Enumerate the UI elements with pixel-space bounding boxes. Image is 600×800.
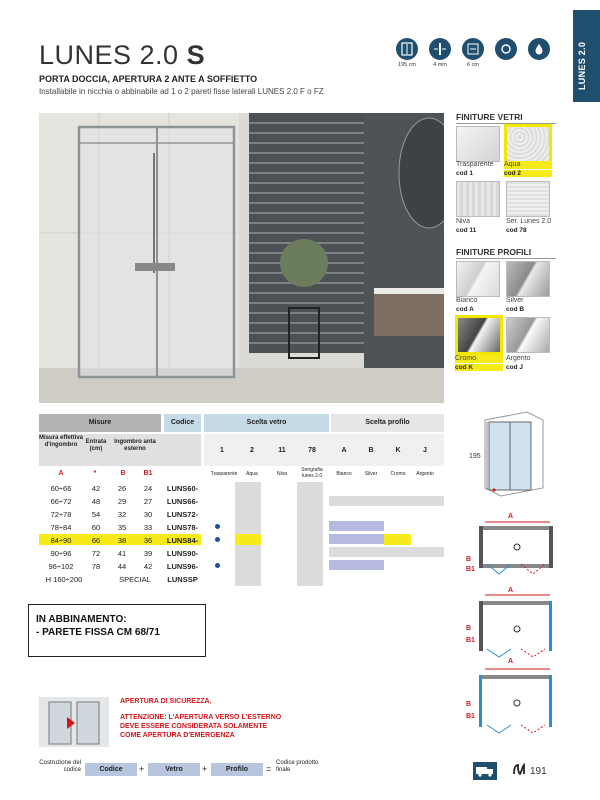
- cell-b1: 39: [143, 549, 153, 558]
- vetro-name: Serigrafia lunes 2.0: [301, 467, 323, 479]
- plus-sign: +: [202, 764, 208, 774]
- cell-code: LUNS72-: [166, 510, 199, 519]
- col-vetro-11: 11: [278, 447, 286, 454]
- height-caption: 195 cm: [397, 62, 417, 68]
- swatch-code: cod 1: [456, 170, 473, 177]
- cell-b: 35: [117, 523, 127, 532]
- letter-star: *: [93, 470, 97, 477]
- letter-a: A: [58, 470, 64, 477]
- col-misura: Misura effettiva d'ingombro: [39, 435, 84, 448]
- swatch-code: cod 2: [504, 170, 552, 177]
- vetro-name: Niva: [276, 471, 287, 477]
- cell-a: 60÷66: [50, 484, 72, 493]
- availability-dot: [215, 524, 220, 529]
- availability-dot: [215, 563, 220, 568]
- dim-a-label: A: [508, 658, 514, 665]
- code-result: Codice prodotto finale: [276, 760, 319, 773]
- dim-b-label: B: [466, 625, 472, 632]
- water-drop-icon: [527, 38, 551, 68]
- availability-dot: [215, 537, 220, 542]
- col-entrata: Entrata (cm): [85, 439, 107, 452]
- swatch-label: Aqua: [504, 161, 552, 169]
- swatch-ser-lunes[interactable]: [506, 181, 550, 217]
- row-highlight: [384, 534, 411, 545]
- page-title: [39, 40, 205, 71]
- swatch-code: cod K: [455, 364, 503, 371]
- header-misure: Misure: [88, 419, 112, 426]
- elevation-diagram: [465, 410, 560, 510]
- cell-a: 66÷72: [50, 497, 72, 506]
- safety-opening-image: [39, 697, 109, 747]
- cell-b: 38: [117, 536, 127, 545]
- header-codice: Codice: [170, 419, 195, 426]
- page-subtitle: PORTA DOCCIA, APERTURA 2 ANTE A SOFFIETTO: [39, 74, 258, 84]
- cell-a: 90÷96: [50, 549, 72, 558]
- swatch-cromo[interactable]: [455, 315, 503, 355]
- col-profilo-j: J: [423, 447, 427, 454]
- code-profilo: Profilo: [211, 763, 263, 776]
- profilo-name: Silver: [364, 471, 378, 477]
- vetro-name: Aqua: [246, 471, 258, 477]
- cell-b: 29: [117, 497, 127, 506]
- profilo-name: Cromo: [390, 471, 406, 477]
- swatch-label: Niva: [456, 218, 471, 225]
- finiture-profili-title: FINITURE PROFILI: [456, 247, 532, 257]
- swatch-label: Argento: [506, 355, 531, 362]
- swatch-aqua[interactable]: [504, 124, 552, 164]
- swatch-silver[interactable]: [506, 261, 550, 297]
- cell-code: LUNS96-: [166, 562, 199, 571]
- cell-entrata: 54: [91, 510, 101, 519]
- col-profilo-b: B: [368, 447, 374, 454]
- code-codice: Codice: [85, 763, 137, 776]
- cell-b1: 36: [143, 536, 153, 545]
- vetro-name: Trasparente: [210, 471, 238, 477]
- warning-title: APERTURA DI SICUREZZA.: [120, 698, 212, 705]
- title-bold: S: [186, 40, 206, 70]
- page-number: 191: [530, 766, 547, 777]
- abbinamento-title: IN ABBINAMENTO:: [36, 614, 127, 625]
- side-tab-label: LUNES 2.0: [577, 41, 587, 90]
- cell-a: 84÷90: [50, 536, 72, 545]
- swatch-code: cod B: [506, 306, 525, 313]
- cell-code: LUNS78-: [166, 523, 199, 532]
- swatch-trasparente[interactable]: [456, 126, 500, 162]
- header-profilo: Scelta profilo: [365, 419, 410, 426]
- cell-code: LUNS84-: [166, 536, 199, 545]
- cell-a: 96÷102: [48, 562, 74, 571]
- profile-fill: [329, 521, 384, 531]
- height-label: 195: [469, 453, 481, 460]
- col-vetro-78: 78: [308, 447, 316, 454]
- cell-code: LUNSSP: [167, 575, 198, 584]
- swatch-code: cod 78: [506, 227, 527, 234]
- page-description: Installabile in nicchia o abbinabile ad 1 o 2 pareti fisse laterali LUNES 2.0 F o FZ: [39, 87, 324, 96]
- col-ingombro: Ingombro anta esterno: [114, 439, 156, 452]
- plan-diagram-two-walls: [465, 665, 560, 740]
- warning-line: COME APERTURA D'EMERGENZA: [120, 732, 235, 739]
- thickness-caption: 4 mm: [433, 62, 447, 68]
- cell-b1: 27: [143, 497, 153, 506]
- col-vetro-1: 1: [220, 447, 224, 454]
- adjustment-caption: 6 cm: [467, 62, 479, 68]
- reversible-icon: [494, 38, 518, 68]
- dim-b1-label: B1: [466, 637, 475, 644]
- cell-a: 78÷84: [50, 523, 72, 532]
- cell-code: LUNS66-: [166, 497, 199, 506]
- divider: [456, 258, 556, 259]
- cell-b: 32: [117, 510, 127, 519]
- code-builder-label: Costruzione del codice: [39, 760, 81, 773]
- height-icon: [395, 38, 419, 68]
- adjustment-icon: [461, 38, 485, 68]
- swatch-label: Cromo: [455, 355, 503, 363]
- warning-line: DEVE ESSERE CONSIDERATA SOLAMENTE: [120, 723, 268, 730]
- col-profilo-a: A: [341, 447, 347, 454]
- cell-b: 44: [117, 562, 127, 571]
- swatch-code: cod 11: [456, 227, 477, 234]
- header-vetro: Scelta vetro: [246, 419, 287, 426]
- dim-b1-label: B1: [466, 713, 475, 720]
- cell-entrata: 72: [91, 549, 101, 558]
- swatch-bianco[interactable]: [456, 261, 500, 297]
- cell-a: 72÷78: [50, 510, 72, 519]
- plus-sign: +: [139, 764, 145, 774]
- dim-b-label: B: [466, 701, 472, 708]
- col-vetro-2: 2: [250, 447, 254, 454]
- profilo-name: Bianco: [336, 471, 352, 477]
- cell-code: LUNS60-: [166, 484, 199, 493]
- swatch-label: Ser. Lunes 2.0: [506, 218, 552, 225]
- swatch-label: Trasparente: [456, 161, 494, 168]
- delivery-truck-icon: [473, 762, 497, 780]
- cell-b1: 30: [143, 510, 153, 519]
- cell-entrata: 48: [91, 497, 101, 506]
- spec-icons: [395, 38, 551, 68]
- col-profilo-k: K: [395, 447, 401, 454]
- swatch-code: cod A: [456, 306, 474, 313]
- profile-fill: [329, 534, 384, 544]
- cell-special: SPECIAL: [119, 575, 151, 584]
- cell-b1: 42: [143, 562, 153, 571]
- abbinamento-item: - PARETE FISSA CM 68/71: [36, 627, 160, 638]
- swatch-label: Silver: [506, 297, 524, 304]
- swatch-code: cod J: [506, 364, 523, 371]
- availability-fill: [329, 547, 444, 557]
- title-main: LUNES 2.0: [39, 40, 187, 70]
- glass-thickness-icon: [428, 38, 452, 68]
- cell-entrata: 78: [91, 562, 101, 571]
- finiture-vetri-title: FINITURE VETRI: [456, 112, 523, 122]
- dim-b-label: B: [466, 556, 472, 563]
- subheader-options-bg: [204, 434, 444, 466]
- side-tab: [573, 10, 600, 102]
- plan-diagram-one-wall: [465, 587, 560, 662]
- dim-a-label: A: [508, 587, 514, 594]
- dim-b1-label: B1: [466, 566, 475, 573]
- code-vetro: Vetro: [148, 763, 200, 776]
- letter-b: B: [120, 470, 126, 477]
- plan-diagram-niche: [465, 512, 560, 582]
- cell-entrata: 66: [91, 536, 101, 545]
- profilo-name: Argento: [416, 471, 434, 477]
- letter-b1: B1: [143, 470, 153, 477]
- swatch-niva[interactable]: [456, 181, 500, 217]
- availability-fill: [297, 482, 323, 586]
- swatch-argento[interactable]: [506, 317, 550, 353]
- cell-entrata: 60: [91, 523, 101, 532]
- warning-line: ATTENZIONE: L'APERTURA VERSO L'ESTERNO: [120, 714, 282, 721]
- cell-b1: 24: [143, 484, 153, 493]
- cell-a: H 160÷200: [45, 575, 83, 584]
- availability-fill: [329, 496, 444, 506]
- swatch-label: Bianco: [456, 297, 478, 304]
- product-photo: [39, 113, 444, 403]
- equals-sign: =: [266, 764, 272, 774]
- cell-b: 41: [117, 549, 127, 558]
- brand-logo-icon: [513, 763, 525, 778]
- abbinamento-box: [28, 604, 206, 657]
- cell-b1: 33: [143, 523, 153, 532]
- cell-b: 26: [117, 484, 127, 493]
- cell-entrata: 42: [91, 484, 101, 493]
- dim-a-label: A: [508, 513, 514, 520]
- profile-fill: [329, 560, 384, 570]
- cell-code: LUNS90-: [166, 549, 199, 558]
- row-highlight: [235, 534, 261, 545]
